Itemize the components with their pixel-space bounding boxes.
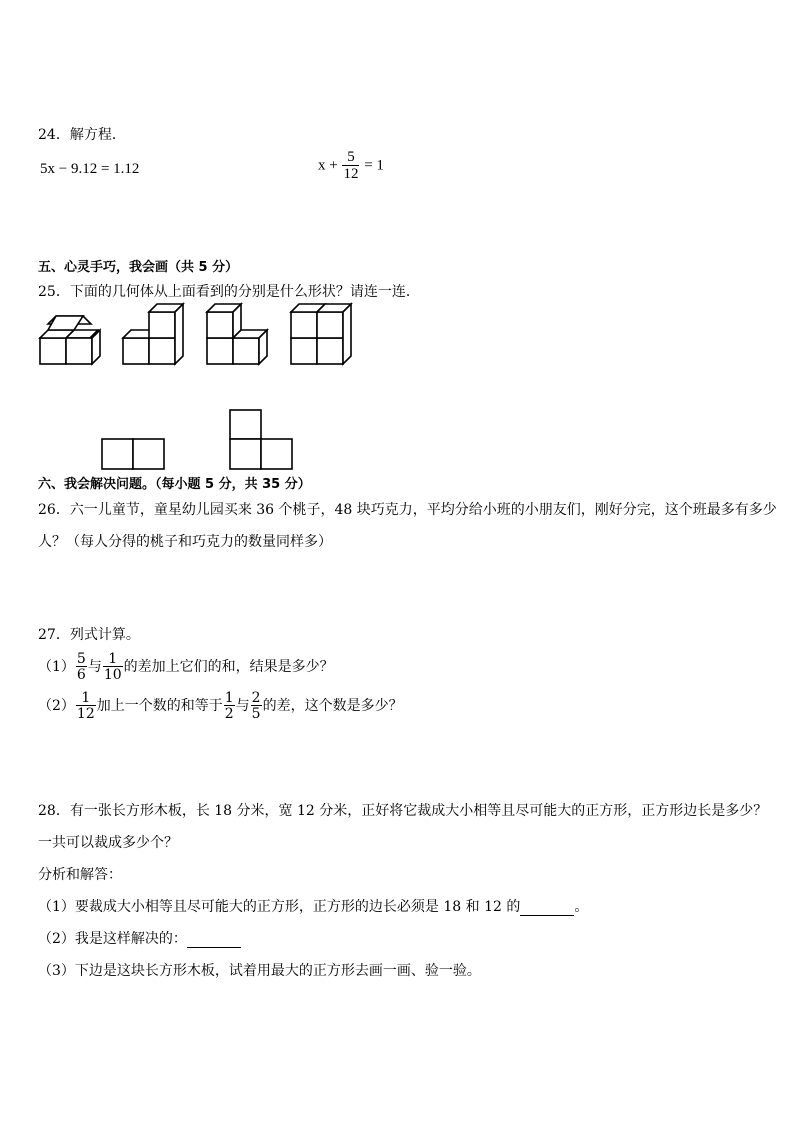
q27-p2-fraction-3: $\frac{2}{5}$ — [251, 690, 261, 722]
q27-p2-mid-2: 与 — [235, 698, 250, 714]
solid-2 — [123, 304, 183, 364]
q26-line-2: 人？（每人分得的桃子和巧克力的数量同样多） — [38, 534, 332, 550]
q28-part-3: （3）下边是这块长方形木板，试着用最大的正方形去画一画、验一验。 — [38, 963, 481, 979]
solid-3 — [207, 304, 267, 364]
q24-eq2-fraction: $\frac{5}{12}$ — [343, 149, 359, 182]
q28-line-2: 一共可以裁成多少个？ — [38, 835, 178, 851]
solid-1 — [40, 316, 100, 364]
solid-4 — [291, 304, 351, 364]
q24-title: 24．解方程． — [38, 127, 126, 143]
q27-part-2 — [38, 691, 403, 721]
q28-part-2 — [38, 928, 241, 948]
q24-equation-2 — [318, 150, 384, 182]
q28-p2-answer-blank[interactable] — [187, 933, 241, 948]
q27-p2-fraction-2: $\frac{1}{2}$ — [224, 690, 234, 722]
q24-equation-1: 5x − 9.12 = 1.12 — [40, 161, 140, 177]
q28-p1-text: （1）要裁成大小相等且尽可能大的正方形，正方形的边长必须是 18 和 12 的 — [38, 899, 521, 915]
q28-p1-answer-blank[interactable] — [520, 901, 574, 916]
q24-eq2-suffix: = 1 — [364, 157, 384, 174]
q27-p2-mid-1: 加上一个数的和等于 — [96, 698, 223, 714]
q28-analysis-label: 分析和解答： — [38, 867, 122, 883]
top-view-1 — [102, 439, 164, 469]
top-view-2 — [230, 410, 292, 469]
q27-p1-fraction-2: $\frac{1}{10}$ — [103, 651, 122, 683]
section6-header: 六、我会解决问题。（每小题 5 分，共 35 分） — [38, 477, 311, 492]
q27-p1-label: （1） — [38, 659, 75, 675]
q25-top-views — [100, 408, 300, 472]
q24-eq2-prefix: x + — [318, 157, 338, 174]
q27-title: 27．列式计算。 — [38, 627, 140, 643]
q27-p2-tail: 的差，这个数是多少？ — [262, 698, 403, 714]
q28-p1-end: 。 — [574, 899, 589, 915]
q27-part-1 — [38, 652, 334, 682]
q25-solids-figure — [30, 300, 370, 372]
q27-p2-fraction-1: $\frac{1}{12}$ — [76, 690, 95, 722]
q27-p1-tail: 的差加上它们的和，结果是多少？ — [123, 659, 334, 675]
q28-line-1: 28．有一张长方形木板，长 18 分米，宽 12 分米，正好将它裁成大小相等且尽可能大的正方形，正方形边长是多少？ — [38, 803, 768, 819]
q28-p2-text: （2）我是这样解决的： — [38, 931, 187, 947]
q27-p1-fraction-1: $\frac{5}{6}$ — [76, 651, 86, 683]
q25-title: 25．下面的几何体从上面看到的分别是什么形状？请连一连． — [38, 284, 420, 300]
q28-part-1 — [38, 896, 588, 916]
q27-p2-label: （2） — [38, 698, 75, 714]
q26-line-1: 26．六一儿童节，童星幼儿园买来 36 个桃子，48 块巧克力，平均分给小班的小朋友们，刚好分完，这个班最多有多少 — [38, 502, 777, 518]
section5-header: 五、心灵手巧，我会画（共 5 分） — [38, 260, 239, 275]
q27-p1-mid: 与 — [87, 659, 102, 675]
